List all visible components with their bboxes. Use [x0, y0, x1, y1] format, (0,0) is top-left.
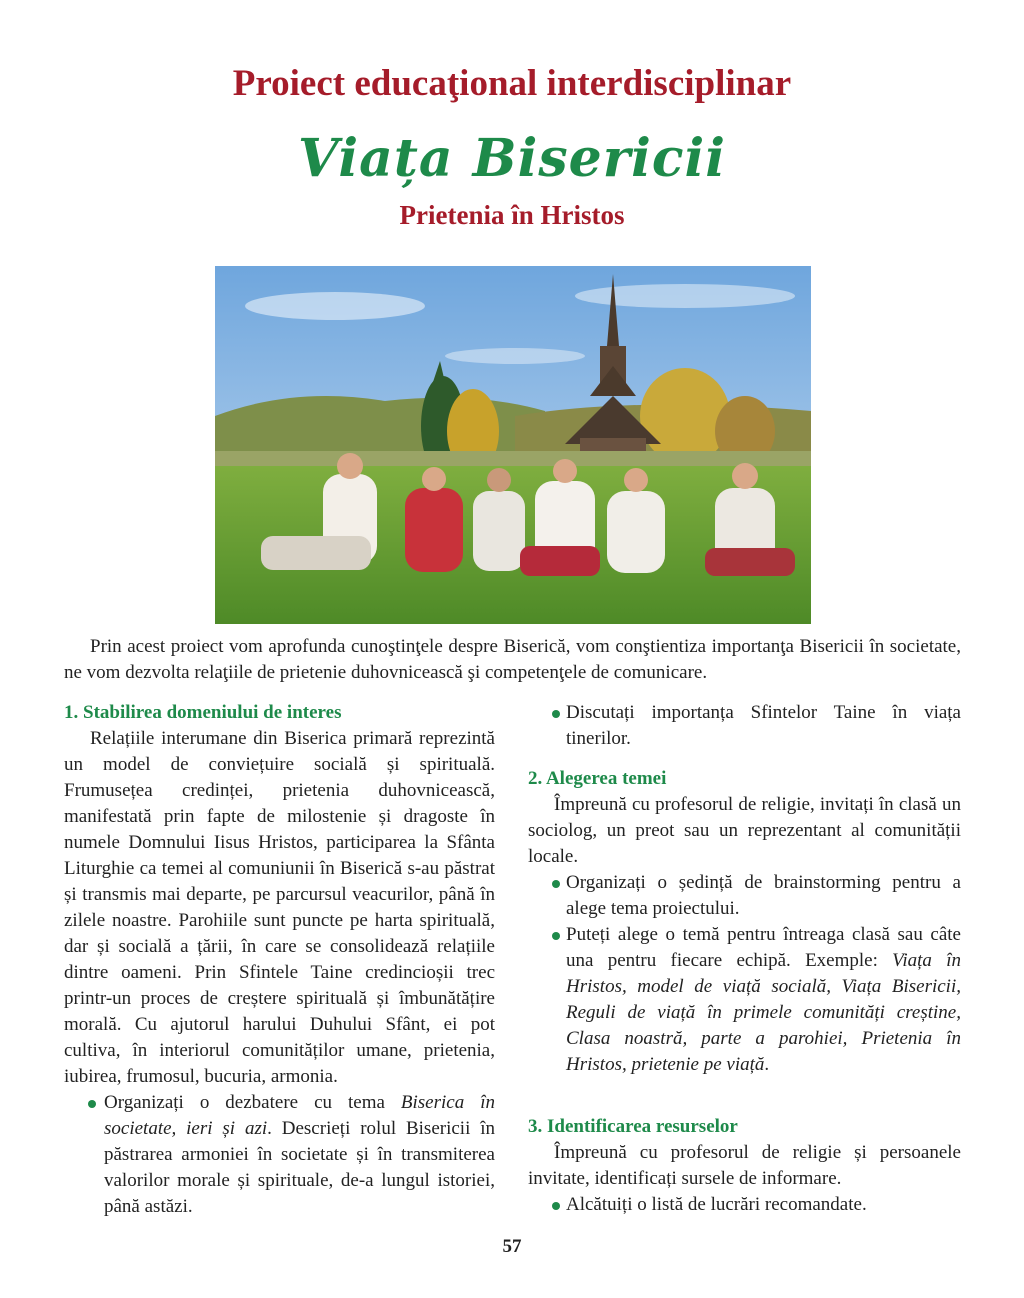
bullet-icon [552, 932, 560, 940]
bullet-text: Puteți alege o temă pentru întreaga clasă sau câte una pentru fiecare echipă. Exemple: [566, 924, 961, 971]
section-2-heading: 2. Alegerea temei [528, 768, 667, 789]
section-2-bullet-1 [528, 870, 961, 922]
section-3-heading: 3. Identificarea resurselor [528, 1116, 738, 1137]
bullet-text: Discutați importanța Sfintelor Taine în viața tinerilor. [566, 702, 961, 749]
bullet-text: Organizați o ședință de brainstorming pentru a alege tema proiectului. [566, 872, 961, 919]
section-1-bullet-1 [64, 1090, 495, 1220]
church-illustration [215, 266, 811, 624]
bullet-icon [552, 710, 560, 718]
section-1-heading: 1. Stabilirea domeniului de interes [64, 702, 342, 723]
bullet-emphasis: Biserica în societate, ieri și azi [104, 1092, 495, 1139]
bullet-emphasis: Viața în Hristos, model de viață socială, Viața Bisericii, Reguli de viață în primele comunități creștine, Clasa noastră, parte a parohiei, Prietenia în Hristos, prietenie pe viață [566, 950, 961, 1075]
section-3-bullet-1 [528, 1192, 961, 1218]
section-3-paragraph: Împreună cu profesorul de religie și persoanele invitate, identificați sursele de informare. [528, 1142, 961, 1189]
page-title: Proiect educaţional interdisciplinar [232, 63, 792, 104]
section-2-bullet-2 [528, 922, 961, 1078]
page-number: 57 [502, 1236, 522, 1257]
bullet-icon [88, 1100, 96, 1108]
church-photo [215, 266, 811, 624]
bullet-text-end: . [764, 1054, 770, 1075]
bullet-text: Organizați o dezbatere cu tema [104, 1092, 401, 1113]
bullet-text-end: . Descrieți rolul Bisericii în păstrarea armoniei în societate și în transmiterea valorilor morale și spirituale, de-a lungul istoriei, până astăzi. [104, 1118, 495, 1217]
project-script-title: Viața Bisericii [297, 128, 727, 189]
section-1-paragraph: Relațiile interumane din Biserica primară reprezintă un model de conviețuire socială și spirituală. Frumusețea credinței, prietenia duhovnicească, manifestată prin fapte de milostenie și dragoste în numele Domnului Iisus Hristos, participarea la Sfânta Liturghie ca temei al comuniunii în Biserică s-au păstrat și transmis mai departe, pe parcursul veacurilor, până în zilele noastre. Parohiile sunt puncte pe harta spirituală, dar și socială a țării, în care se consolidează relațiile dintre oameni. Prin Sfintele Taine credincioșii trec printr-un proces de creștere spirituală și îmbunătățire morală. Cu ajutorul harului Duhului Sfânt, ei pot cultiva, în interiorul comunităților umane, prietenia, iubirea, frumosul, bucuria, armonia. [64, 728, 495, 1087]
bullet-icon [552, 880, 560, 888]
section-1-bullet-2 [528, 700, 961, 752]
intro-paragraph: Prin acest proiect vom aprofunda cunoştinţele despre Biserică, vom conştientiza importanţa Bisericii în societate, ne vom dezvolta relaţiile de prietenie duhovnicească şi competenţele de comunicare. [64, 636, 961, 683]
bullet-icon [552, 1202, 560, 1210]
bullet-text: Alcătuiți o listă de lucrări recomandate. [566, 1194, 867, 1215]
project-subtitle: Prietenia în Hristos [399, 200, 625, 230]
section-2-paragraph: Împreună cu profesorul de religie, invitați în clasă un sociolog, un preot sau un reprezentant al comunității locale. [528, 794, 961, 867]
left-column [64, 700, 495, 1220]
right-column [528, 700, 961, 1218]
